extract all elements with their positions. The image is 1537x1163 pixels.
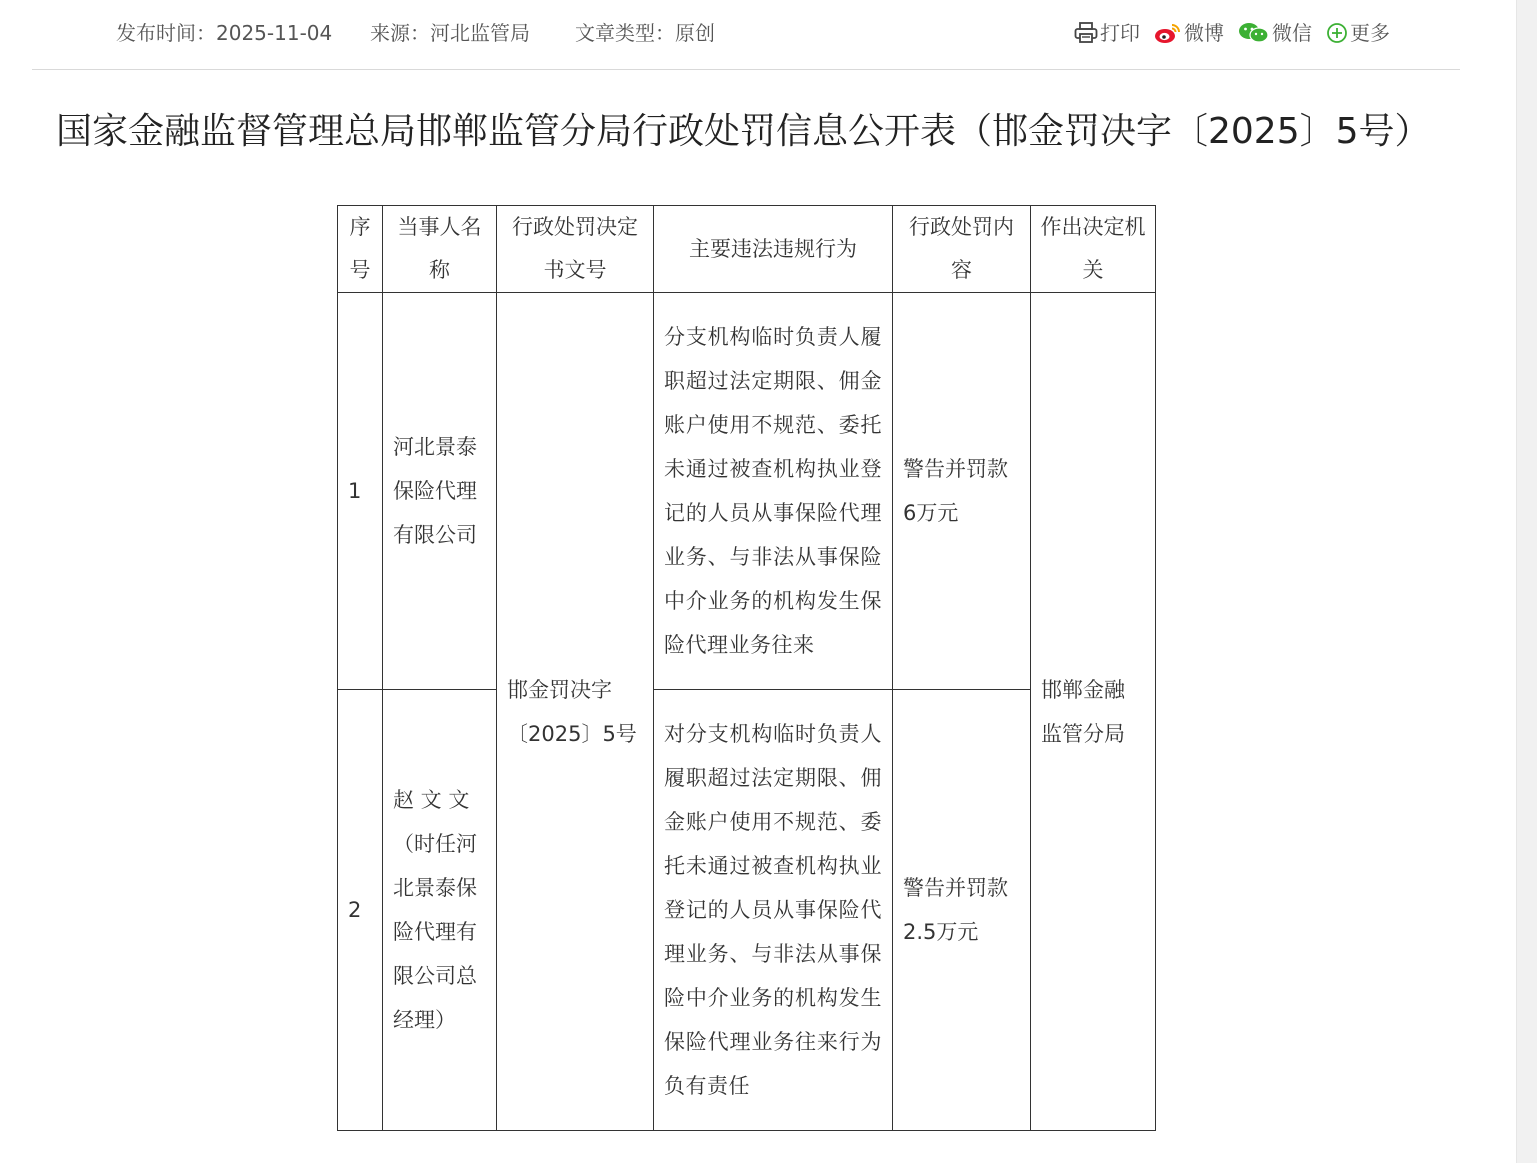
wechat-label: 微信 — [1272, 21, 1312, 45]
article-meta-bar — [32, 14, 1460, 70]
penalty-info-table — [337, 205, 1156, 1131]
header-violation: 主要违法违规行为 — [654, 206, 893, 293]
print-label: 打印 — [1100, 21, 1140, 45]
header-authority: 作出决定机关 — [1031, 206, 1156, 293]
header-decision-no: 行政处罚决定书文号 — [497, 206, 654, 293]
table-row — [338, 293, 1156, 690]
wechat-icon — [1238, 22, 1270, 44]
more-label: 更多 — [1350, 21, 1390, 45]
header-penalty: 行政处罚内容 — [893, 206, 1031, 293]
publish-time: 发布时间：2025-11-04 — [116, 21, 333, 45]
article-type: 文章类型：原创 — [575, 21, 715, 45]
row-party: 赵 文 文（时任河北景泰保险代理有限公司总经理） — [383, 690, 497, 1131]
row-party: 河北景泰保险代理有限公司 — [383, 293, 497, 690]
share-toolbar — [1074, 20, 1390, 46]
header-party: 当事人名称 — [383, 206, 497, 293]
wechat-share-button[interactable] — [1238, 20, 1312, 46]
row-seq: 1 — [338, 293, 383, 690]
weibo-label: 微博 — [1184, 21, 1224, 45]
row-violation: 分支机构临时负责人履职超过法定期限、佣金账户使用不规范、委托未通过被查机构执业登记的人员从事保险代理业务、与非法从事保险中介业务的机构发生保险代理业务往来 — [654, 293, 893, 690]
row-penalty: 警告并罚款6万元 — [893, 293, 1031, 690]
more-share-button[interactable] — [1326, 20, 1390, 46]
print-button[interactable] — [1074, 20, 1140, 46]
row-violation: 对分支机构临时负责人履职超过法定期限、佣金账户使用不规范、委托未通过被查机构执业登记的人员从事保险代理业务、与非法从事保险中介业务的机构发生保险代理业务往来行为负有责任 — [654, 690, 893, 1131]
weibo-share-button[interactable] — [1154, 20, 1224, 46]
article-source: 来源：河北监管局 — [370, 21, 530, 45]
row-seq: 2 — [338, 690, 383, 1131]
row-penalty: 警告并罚款2.5万元 — [893, 690, 1031, 1131]
page-title: 国家金融监督管理总局邯郸监管分局行政处罚信息公开表（邯金罚决字〔2025〕5号） — [56, 111, 1431, 152]
table-header-row — [338, 206, 1156, 293]
vertical-scrollbar[interactable] — [1516, 0, 1537, 1163]
header-seq: 序号 — [338, 206, 383, 293]
weibo-icon — [1154, 22, 1182, 44]
printer-icon — [1074, 22, 1098, 44]
plus-circle-icon — [1326, 22, 1348, 44]
decision-authority: 邯郸金融监管分局 — [1031, 293, 1156, 1131]
decision-number: 邯金罚决字〔2025〕5号 — [497, 293, 654, 1131]
